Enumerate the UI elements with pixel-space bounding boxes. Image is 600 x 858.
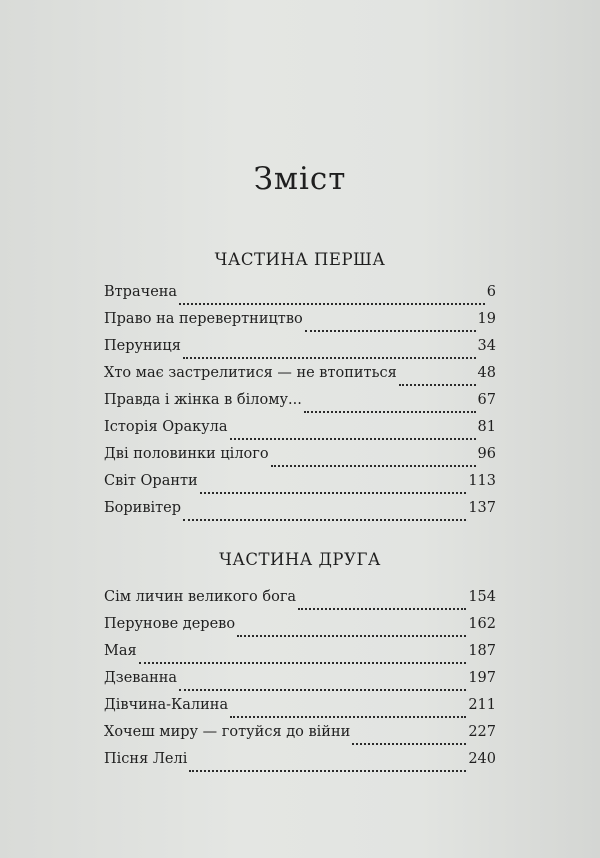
- toc-entry-title: Хто має застрелитися — не втопиться: [104, 365, 397, 381]
- toc-entry-title: Мая: [104, 643, 137, 659]
- dot-leader: [399, 384, 476, 386]
- toc-entry-page-number: 19: [477, 311, 496, 327]
- page-title: Зміст: [253, 160, 347, 197]
- toc-entry: [104, 446, 496, 473]
- toc-entry-title: Перунове дерево: [104, 616, 236, 632]
- toc-entry-page-number: 227: [468, 724, 496, 740]
- toc-entry: [104, 616, 496, 643]
- toc-entry: [104, 392, 496, 419]
- toc-entry: [104, 643, 496, 670]
- toc-entry-page-number: 113: [468, 473, 496, 489]
- dot-leader: [200, 492, 467, 494]
- toc-entry: [104, 751, 496, 778]
- dot-leader: [189, 770, 466, 772]
- dot-leader: [183, 519, 466, 521]
- toc-entry-page-number: 154: [468, 589, 496, 605]
- toc-entry-title: Дві половинки цілого: [104, 446, 269, 462]
- toc-entry-title: Історія Оракула: [104, 419, 228, 435]
- toc-part-one: [104, 284, 496, 527]
- toc-entry-page-number: 81: [477, 419, 496, 435]
- toc-entry-page-number: 34: [477, 338, 496, 354]
- toc-entry-page-number: 240: [468, 751, 496, 767]
- toc-entry-title: Правда і жінка в білому...: [104, 392, 302, 408]
- toc-entry-page-number: 6: [486, 284, 496, 300]
- toc-entry: [104, 697, 496, 724]
- dot-leader: [304, 411, 476, 413]
- dot-leader: [139, 662, 467, 664]
- dot-leader: [298, 608, 466, 610]
- part-two-heading: ЧАСТИНА ДРУГА: [219, 550, 381, 569]
- toc-entry: [104, 311, 496, 338]
- part-one-heading: ЧАСТИНА ПЕРША: [214, 250, 386, 269]
- toc-entry-page-number: 162: [468, 616, 496, 632]
- toc-entry-title: Хочеш миру — готуйся до війни: [104, 724, 351, 740]
- toc-entry-title: Дзеванна: [104, 670, 178, 686]
- dot-leader: [183, 357, 476, 359]
- toc-entry: [104, 500, 496, 527]
- toc-entry: [104, 670, 496, 697]
- dot-leader: [271, 465, 476, 467]
- dot-leader: [352, 743, 466, 745]
- toc-entry-title: Пісня Лелі: [104, 751, 188, 767]
- toc-entry: [104, 284, 496, 311]
- toc-entry-page-number: 187: [468, 643, 496, 659]
- toc-entry-page-number: 137: [468, 500, 496, 516]
- toc-entry-page-number: 211: [468, 697, 496, 713]
- toc-entry: [104, 473, 496, 500]
- toc-entry-title: Світ Оранти: [104, 473, 198, 489]
- toc-entry-title: Втрачена: [104, 284, 178, 300]
- toc-entry-page-number: 96: [477, 446, 496, 462]
- toc-entry: [104, 589, 496, 616]
- toc-entry-page-number: 197: [468, 670, 496, 686]
- dot-leader: [237, 635, 466, 637]
- dot-leader: [305, 330, 476, 332]
- toc-entry: [104, 365, 496, 392]
- toc-entry-page-number: 48: [477, 365, 496, 381]
- toc-entry-title: Сім личин великого бога: [104, 589, 297, 605]
- toc-entry-title: Дівчина-Калина: [104, 697, 229, 713]
- dot-leader: [230, 716, 466, 718]
- toc-entry: [104, 724, 496, 751]
- toc-entry-page-number: 67: [477, 392, 496, 408]
- toc-entry: [104, 419, 496, 446]
- toc-entry: [104, 338, 496, 365]
- dot-leader: [230, 438, 476, 440]
- toc-part-two: [104, 589, 496, 778]
- toc-entry-title: Боривітер: [104, 500, 182, 516]
- toc-entry-title: Перуниця: [104, 338, 181, 354]
- dot-leader: [179, 303, 485, 305]
- dot-leader: [179, 689, 466, 691]
- toc-entry-title: Право на перевертництво: [104, 311, 303, 327]
